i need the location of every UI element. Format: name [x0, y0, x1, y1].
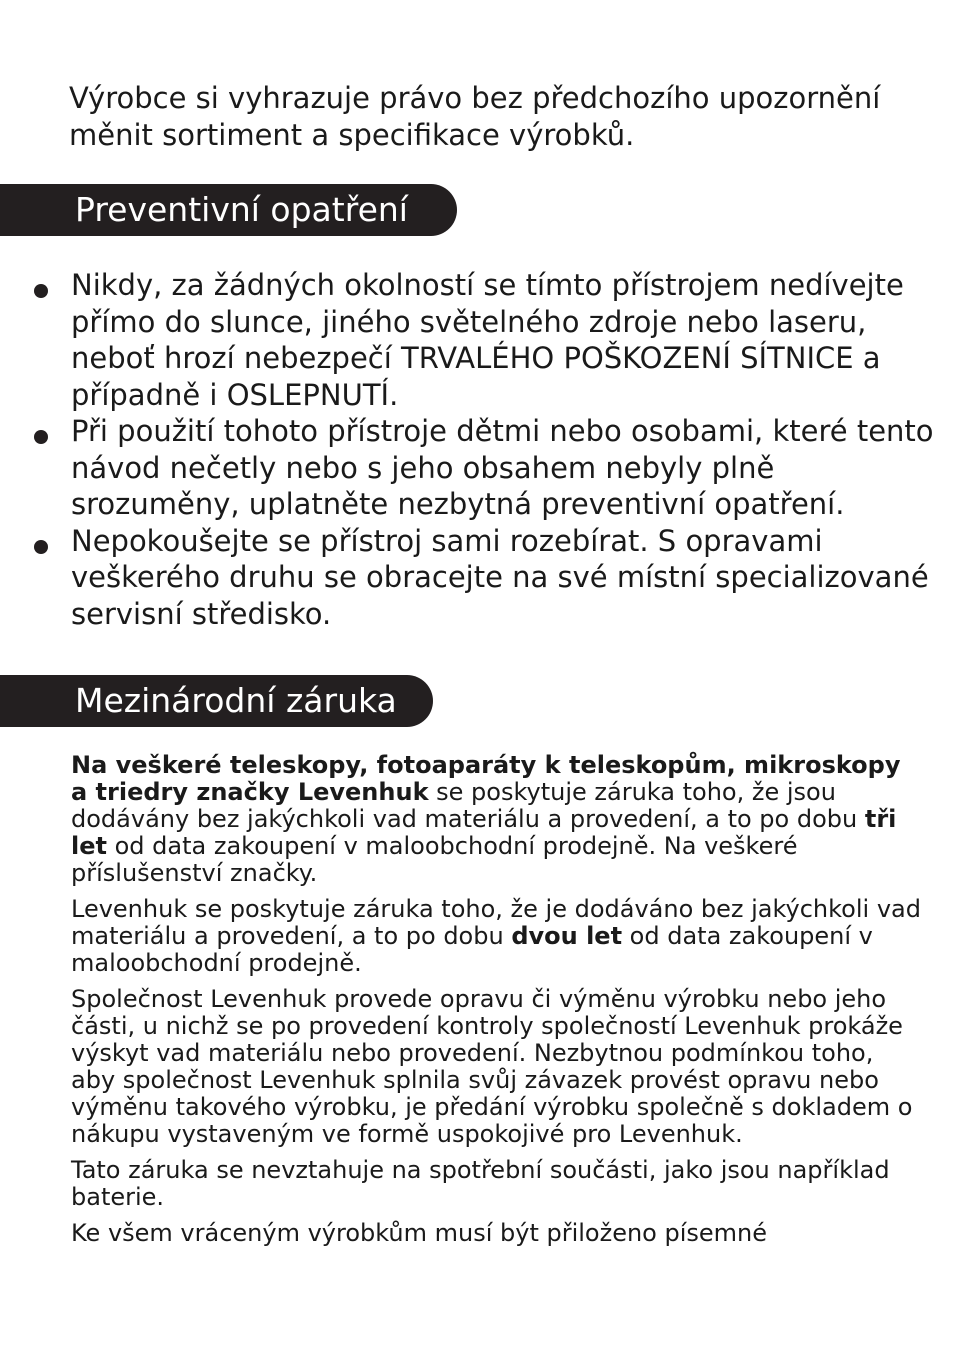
bullet-icon [34, 284, 48, 298]
list-item [0, 523, 940, 633]
warranty-text: od data zakoupení v maloobchodní prodejně. [71, 922, 873, 977]
intro-paragraph: Výrobce si vyhrazuje právo bez předchozího upozornění měnit sortiment a specifikace výrobků. [69, 81, 881, 152]
bullet-icon [34, 430, 48, 444]
warranty-period-bold: dvou let [511, 922, 623, 950]
warranty-text: Levenhuk se poskytuje záruka toho, že je dodáváno bez jakýchkoli vad materiálu a provedení, a to po dobu [71, 895, 921, 950]
warranty-products-bold: Na veškeré teleskopy, fotoaparáty k teleskopům, mikroskopy a triedry značky Levenhuk [71, 751, 901, 806]
warranty-text: od data zakoupení v maloobchodní prodejně. Na veškeré příslušenství značky. [71, 832, 798, 887]
warranty-paragraph-5: Ke všem vráceným výrobkům musí být přiloženo písemné [71, 1219, 768, 1247]
warranty-paragraph-3: Společnost Levenhuk provede opravu či výměnu výrobku nebo jeho části, u nichž se po provedení kontroly společností Levenhuk prokáže výskyt vad materiálu nebo provedení. Nezbytnou podmínkou toho, aby společnost Levenhuk splnila svůj závazek provést opravu nebo výměnu takového výrobku, je předání výrobku společně s dokladem o nákupu vystaveným ve formě uspokojivé pro Levenhuk. [71, 985, 913, 1148]
warranty-text: se poskytuje záruka toho, že jsou dodávány bez jakýchkoli vad materiálu a provedení, a to po dobu [71, 778, 865, 833]
list-item-text: Nikdy, za žádných okolností se tímto přístrojem nedívejte přímo do slunce, jiného světelného zdroje nebo laseru, neboť hrozí nebezpečí TRVALÉHO POŠKOZENÍ SÍTNICE a případně i OSLEPNUTÍ. [71, 268, 904, 412]
list-item-text: Nepokoušejte se přístroj sami rozebírat. S opravami veškerého druhu se obracejte na své místní specializované servisní středisko. [71, 523, 929, 631]
warranty-paragraph-4: Tato záruka se nevztahuje na spotřební součásti, jako jsou například baterie. [71, 1156, 890, 1211]
precautions-list [0, 267, 940, 632]
warranty-body [71, 752, 921, 1256]
warranty-paragraph-2 [71, 896, 921, 977]
warranty-heading: Mezinárodní záruka [0, 675, 433, 727]
list-item-text: Při použití tohoto přístroje dětmi nebo osobami, které tento návod nečetly nebo s jeho obsahem nebyly plně srozuměny, uplatněte nezbytná preventivní opatření. [71, 414, 934, 521]
bullet-icon [34, 540, 48, 554]
warranty-period-bold: tři let [71, 805, 897, 860]
warranty-paragraph-1 [71, 752, 921, 887]
precautions-heading: Preventivní opatření [0, 184, 457, 236]
list-item [0, 267, 940, 413]
list-item [0, 413, 940, 523]
